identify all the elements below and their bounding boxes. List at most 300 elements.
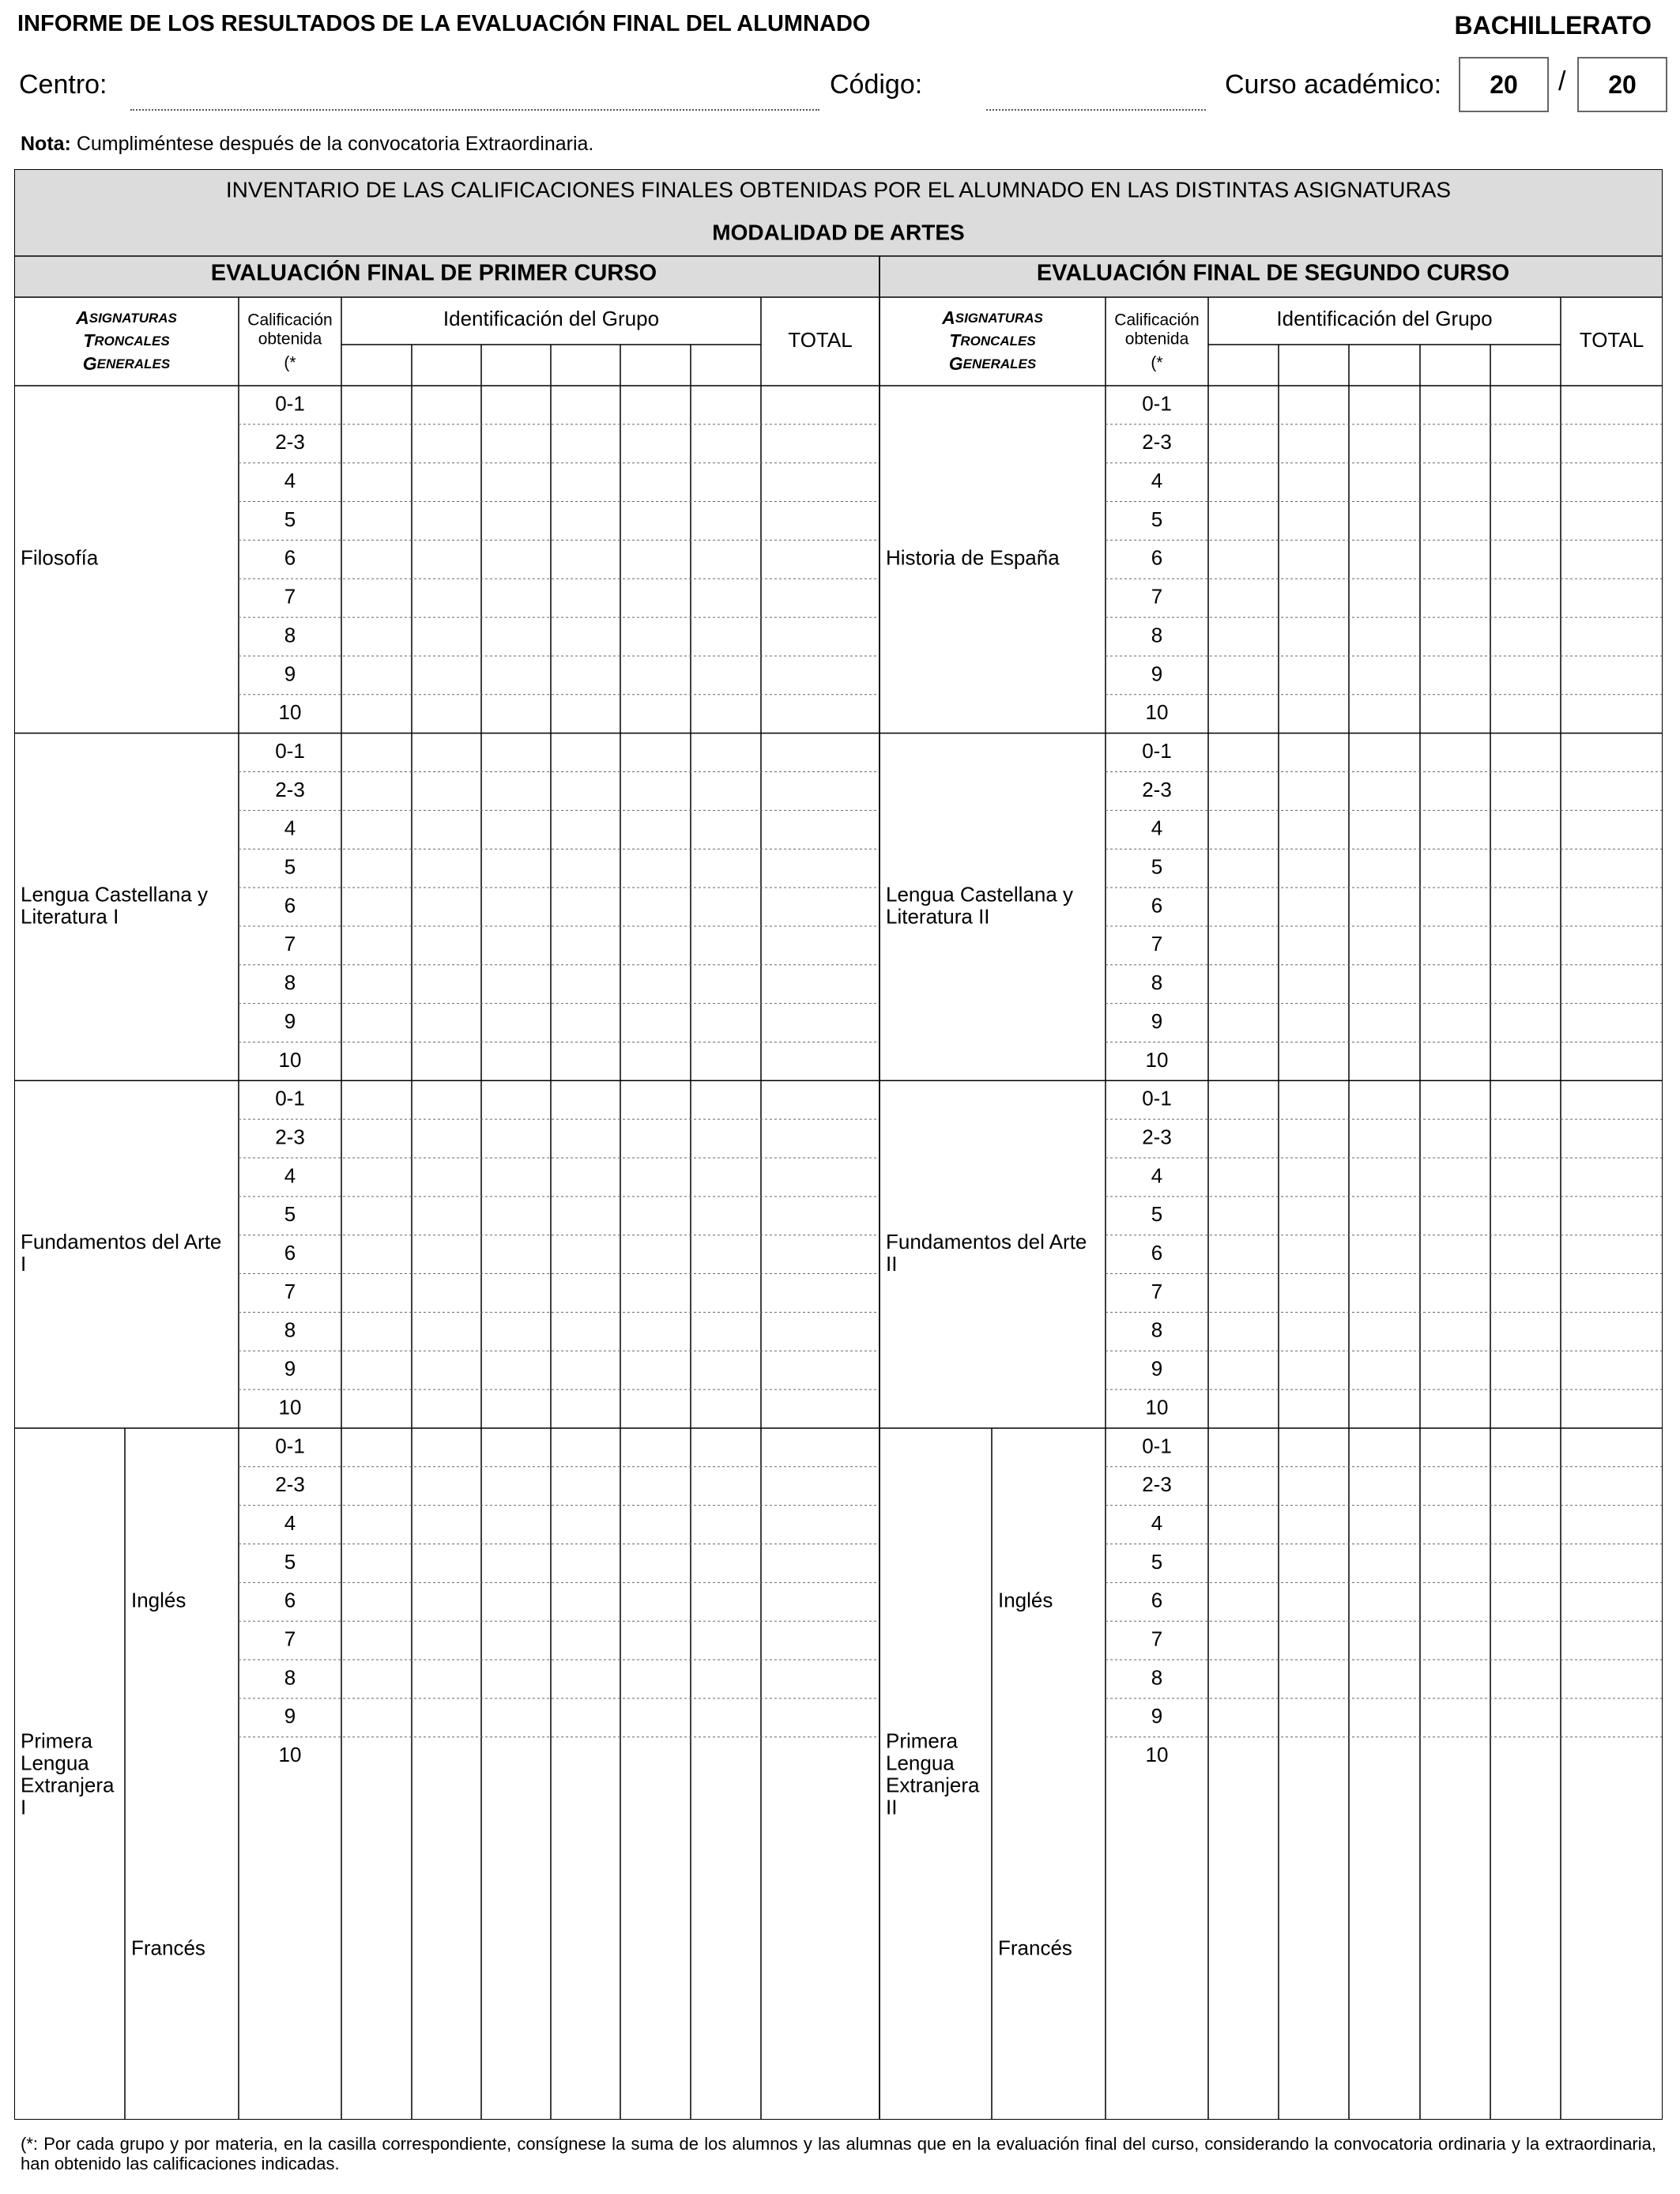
group-count-cell[interactable] xyxy=(482,425,550,462)
total-cell[interactable] xyxy=(1561,579,1662,616)
group-count-cell[interactable] xyxy=(691,1545,760,1582)
group-count-cell[interactable] xyxy=(482,1506,550,1544)
group-count-cell[interactable] xyxy=(552,1159,620,1196)
group-count-cell[interactable] xyxy=(1209,1699,1278,1736)
group-count-cell[interactable] xyxy=(412,1313,480,1350)
group-count-cell[interactable] xyxy=(1491,579,1560,616)
group-count-cell[interactable] xyxy=(1279,1429,1348,1466)
group-count-cell[interactable] xyxy=(1350,464,1419,501)
group-count-cell[interactable] xyxy=(412,696,480,733)
total-cell[interactable] xyxy=(1561,1351,1662,1389)
total-cell[interactable] xyxy=(762,1042,879,1080)
group-count-cell[interactable] xyxy=(1421,773,1490,810)
group-count-cell[interactable] xyxy=(621,425,690,462)
group-count-cell[interactable] xyxy=(1491,1506,1560,1544)
total-cell[interactable] xyxy=(1561,1468,1662,1505)
total-cell[interactable] xyxy=(762,966,879,1003)
total-cell[interactable] xyxy=(762,850,879,887)
group-count-cell[interactable] xyxy=(412,1506,480,1544)
group-count-cell[interactable] xyxy=(342,503,411,540)
group-count-cell[interactable] xyxy=(1491,1699,1560,1736)
total-cell[interactable] xyxy=(762,811,879,848)
group-count-cell[interactable] xyxy=(412,425,480,462)
group-count-cell[interactable] xyxy=(482,1042,550,1080)
group-count-cell[interactable] xyxy=(1279,464,1348,501)
codigo-field[interactable] xyxy=(986,109,1206,111)
group-count-cell[interactable] xyxy=(1209,1545,1278,1582)
group-count-cell[interactable] xyxy=(1491,1468,1560,1505)
group-count-cell[interactable] xyxy=(691,1005,760,1042)
group-count-cell[interactable] xyxy=(1209,1351,1278,1389)
group-count-cell[interactable] xyxy=(1491,1545,1560,1582)
group-count-cell[interactable] xyxy=(412,966,480,1003)
group-count-cell[interactable] xyxy=(1279,1738,1348,1775)
group-count-cell[interactable] xyxy=(1491,1159,1560,1196)
group-count-cell[interactable] xyxy=(1350,1159,1419,1196)
group-count-cell[interactable] xyxy=(1279,541,1348,578)
group-count-cell[interactable] xyxy=(1209,1236,1278,1273)
group-count-cell[interactable] xyxy=(1350,1738,1419,1775)
group-count-cell[interactable] xyxy=(342,1081,411,1118)
group-count-cell[interactable] xyxy=(621,503,690,540)
group-count-cell[interactable] xyxy=(1350,850,1419,887)
group-count-cell[interactable] xyxy=(621,1545,690,1582)
group-count-cell[interactable] xyxy=(691,850,760,887)
group-count-cell[interactable] xyxy=(552,1583,620,1620)
group-count-cell[interactable] xyxy=(1209,657,1278,694)
group-count-cell[interactable] xyxy=(691,1275,760,1312)
group-count-cell[interactable] xyxy=(1279,1545,1348,1582)
total-cell[interactable] xyxy=(1561,1042,1662,1080)
centro-field[interactable] xyxy=(130,109,819,111)
group-count-cell[interactable] xyxy=(1421,696,1490,733)
group-count-cell[interactable] xyxy=(552,1699,620,1736)
total-cell[interactable] xyxy=(762,657,879,694)
group-count-cell[interactable] xyxy=(482,386,550,424)
group-count-cell[interactable] xyxy=(1209,1120,1278,1157)
group-count-cell[interactable] xyxy=(621,966,690,1003)
group-count-cell[interactable] xyxy=(342,966,411,1003)
group-count-cell[interactable] xyxy=(552,1390,620,1427)
group-count-cell[interactable] xyxy=(552,657,620,694)
group-count-cell[interactable] xyxy=(1491,888,1560,925)
group-count-cell[interactable] xyxy=(342,1390,411,1427)
group-count-cell[interactable] xyxy=(482,850,550,887)
group-count-cell[interactable] xyxy=(552,850,620,887)
group-count-cell[interactable] xyxy=(342,1120,411,1157)
group-count-cell[interactable] xyxy=(412,773,480,810)
group-count-cell[interactable] xyxy=(342,1197,411,1235)
group-count-cell[interactable] xyxy=(552,927,620,964)
group-count-cell[interactable] xyxy=(1279,657,1348,694)
group-count-cell[interactable] xyxy=(1279,386,1348,424)
group-count-cell[interactable] xyxy=(412,1622,480,1659)
group-count-cell[interactable] xyxy=(1279,927,1348,964)
total-cell[interactable] xyxy=(762,696,879,733)
group-count-cell[interactable] xyxy=(1209,966,1278,1003)
total-cell[interactable] xyxy=(1561,850,1662,887)
group-count-cell[interactable] xyxy=(1491,425,1560,462)
group-count-cell[interactable] xyxy=(1209,464,1278,501)
total-cell[interactable] xyxy=(1561,425,1662,462)
group-count-cell[interactable] xyxy=(342,1699,411,1736)
group-count-cell[interactable] xyxy=(1279,966,1348,1003)
group-count-cell[interactable] xyxy=(621,1120,690,1157)
group-count-cell[interactable] xyxy=(482,1313,550,1350)
group-count-cell[interactable] xyxy=(1421,1042,1490,1080)
group-count-cell[interactable] xyxy=(1350,386,1419,424)
group-count-cell[interactable] xyxy=(1491,1351,1560,1389)
group-count-cell[interactable] xyxy=(1279,850,1348,887)
group-count-cell[interactable] xyxy=(412,850,480,887)
group-count-cell[interactable] xyxy=(552,618,620,655)
group-count-cell[interactable] xyxy=(552,1429,620,1466)
total-cell[interactable] xyxy=(1561,1390,1662,1427)
group-count-cell[interactable] xyxy=(1491,503,1560,540)
group-count-cell[interactable] xyxy=(552,734,620,771)
total-cell[interactable] xyxy=(762,734,879,771)
group-count-cell[interactable] xyxy=(621,1275,690,1312)
group-count-cell[interactable] xyxy=(691,888,760,925)
total-cell[interactable] xyxy=(1561,927,1662,964)
group-count-cell[interactable] xyxy=(482,966,550,1003)
group-count-cell[interactable] xyxy=(482,618,550,655)
group-count-cell[interactable] xyxy=(482,1545,550,1582)
total-cell[interactable] xyxy=(762,1005,879,1042)
group-count-cell[interactable] xyxy=(552,1661,620,1698)
group-count-cell[interactable] xyxy=(552,1275,620,1312)
group-count-cell[interactable] xyxy=(1421,1390,1490,1427)
group-count-cell[interactable] xyxy=(621,541,690,578)
group-count-cell[interactable] xyxy=(342,386,411,424)
group-count-cell[interactable] xyxy=(1491,657,1560,694)
group-count-cell[interactable] xyxy=(1421,1313,1490,1350)
group-count-cell[interactable] xyxy=(342,657,411,694)
total-cell[interactable] xyxy=(1561,1506,1662,1544)
year-start-field[interactable]: 20 xyxy=(1459,57,1549,112)
group-count-cell[interactable] xyxy=(482,696,550,733)
group-count-cell[interactable] xyxy=(1279,1583,1348,1620)
group-count-cell[interactable] xyxy=(1350,696,1419,733)
total-cell[interactable] xyxy=(762,1120,879,1157)
group-count-cell[interactable] xyxy=(552,1545,620,1582)
group-count-cell[interactable] xyxy=(342,618,411,655)
total-cell[interactable] xyxy=(1561,503,1662,540)
group-count-cell[interactable] xyxy=(552,503,620,540)
group-count-cell[interactable] xyxy=(342,927,411,964)
group-count-cell[interactable] xyxy=(1421,579,1490,616)
total-cell[interactable] xyxy=(762,1275,879,1312)
group-count-cell[interactable] xyxy=(621,1005,690,1042)
group-count-cell[interactable] xyxy=(1421,1236,1490,1273)
group-count-cell[interactable] xyxy=(412,1081,480,1118)
group-count-cell[interactable] xyxy=(1421,1429,1490,1466)
group-count-cell[interactable] xyxy=(621,1159,690,1196)
group-count-cell[interactable] xyxy=(342,696,411,733)
total-cell[interactable] xyxy=(762,1622,879,1659)
group-count-cell[interactable] xyxy=(482,1081,550,1118)
group-count-cell[interactable] xyxy=(482,1351,550,1389)
group-count-cell[interactable] xyxy=(1421,966,1490,1003)
group-count-cell[interactable] xyxy=(1279,1275,1348,1312)
group-count-cell[interactable] xyxy=(691,1390,760,1427)
total-cell[interactable] xyxy=(762,541,879,578)
group-count-cell[interactable] xyxy=(621,1351,690,1389)
group-count-cell[interactable] xyxy=(412,1429,480,1466)
group-count-cell[interactable] xyxy=(1350,425,1419,462)
group-count-cell[interactable] xyxy=(552,541,620,578)
group-count-cell[interactable] xyxy=(621,1506,690,1544)
group-count-cell[interactable] xyxy=(1279,1313,1348,1350)
group-count-cell[interactable] xyxy=(412,1351,480,1389)
group-count-cell[interactable] xyxy=(1209,1197,1278,1235)
group-count-cell[interactable] xyxy=(691,1197,760,1235)
group-count-cell[interactable] xyxy=(552,1506,620,1544)
group-count-cell[interactable] xyxy=(342,1545,411,1582)
group-count-cell[interactable] xyxy=(552,966,620,1003)
group-count-cell[interactable] xyxy=(1209,734,1278,771)
group-count-cell[interactable] xyxy=(552,888,620,925)
group-count-cell[interactable] xyxy=(1279,1120,1348,1157)
group-count-cell[interactable] xyxy=(482,1583,550,1620)
group-count-cell[interactable] xyxy=(342,1622,411,1659)
group-count-cell[interactable] xyxy=(412,1197,480,1235)
group-count-cell[interactable] xyxy=(691,927,760,964)
group-count-cell[interactable] xyxy=(621,386,690,424)
group-count-cell[interactable] xyxy=(1350,618,1419,655)
group-count-cell[interactable] xyxy=(412,1005,480,1042)
total-cell[interactable] xyxy=(1561,1545,1662,1582)
group-count-cell[interactable] xyxy=(691,1699,760,1736)
group-count-cell[interactable] xyxy=(1350,1005,1419,1042)
group-count-cell[interactable] xyxy=(482,773,550,810)
group-count-cell[interactable] xyxy=(1350,1081,1419,1118)
group-count-cell[interactable] xyxy=(1350,503,1419,540)
total-cell[interactable] xyxy=(762,1661,879,1698)
group-count-cell[interactable] xyxy=(691,1159,760,1196)
group-count-cell[interactable] xyxy=(1209,1313,1278,1350)
group-count-cell[interactable] xyxy=(342,850,411,887)
group-count-cell[interactable] xyxy=(691,1236,760,1273)
group-count-cell[interactable] xyxy=(1421,1351,1490,1389)
group-count-cell[interactable] xyxy=(691,1313,760,1350)
group-count-cell[interactable] xyxy=(552,773,620,810)
group-count-cell[interactable] xyxy=(691,1506,760,1544)
total-cell[interactable] xyxy=(762,579,879,616)
group-count-cell[interactable] xyxy=(621,696,690,733)
group-count-cell[interactable] xyxy=(621,1390,690,1427)
group-count-cell[interactable] xyxy=(1491,1661,1560,1698)
total-cell[interactable] xyxy=(1561,966,1662,1003)
group-count-cell[interactable] xyxy=(691,541,760,578)
group-count-cell[interactable] xyxy=(1350,1236,1419,1273)
group-count-cell[interactable] xyxy=(1209,888,1278,925)
group-count-cell[interactable] xyxy=(342,464,411,501)
group-count-cell[interactable] xyxy=(1491,850,1560,887)
group-count-cell[interactable] xyxy=(342,1661,411,1698)
group-count-cell[interactable] xyxy=(552,1042,620,1080)
group-count-cell[interactable] xyxy=(552,1351,620,1389)
group-count-cell[interactable] xyxy=(412,1738,480,1775)
group-count-cell[interactable] xyxy=(1279,618,1348,655)
group-count-cell[interactable] xyxy=(1350,657,1419,694)
total-cell[interactable] xyxy=(1561,1120,1662,1157)
group-count-cell[interactable] xyxy=(1491,1390,1560,1427)
total-cell[interactable] xyxy=(762,1351,879,1389)
group-count-cell[interactable] xyxy=(621,1236,690,1273)
total-cell[interactable] xyxy=(1561,1738,1662,1775)
group-count-cell[interactable] xyxy=(1421,1005,1490,1042)
total-cell[interactable] xyxy=(762,927,879,964)
total-cell[interactable] xyxy=(762,1081,879,1118)
group-count-cell[interactable] xyxy=(1350,927,1419,964)
group-count-cell[interactable] xyxy=(552,696,620,733)
group-count-cell[interactable] xyxy=(621,1081,690,1118)
group-count-cell[interactable] xyxy=(1491,1429,1560,1466)
total-cell[interactable] xyxy=(1561,1081,1662,1118)
group-count-cell[interactable] xyxy=(1421,1583,1490,1620)
total-cell[interactable] xyxy=(762,1468,879,1505)
group-count-cell[interactable] xyxy=(1421,1699,1490,1736)
group-count-cell[interactable] xyxy=(1350,773,1419,810)
group-count-cell[interactable] xyxy=(621,888,690,925)
group-count-cell[interactable] xyxy=(621,811,690,848)
group-count-cell[interactable] xyxy=(1350,1275,1419,1312)
total-cell[interactable] xyxy=(1561,1275,1662,1312)
group-count-cell[interactable] xyxy=(412,1468,480,1505)
group-count-cell[interactable] xyxy=(691,966,760,1003)
total-cell[interactable] xyxy=(762,1506,879,1544)
group-count-cell[interactable] xyxy=(1421,1081,1490,1118)
group-count-cell[interactable] xyxy=(1350,1120,1419,1157)
group-count-cell[interactable] xyxy=(1209,1583,1278,1620)
group-count-cell[interactable] xyxy=(342,888,411,925)
group-count-cell[interactable] xyxy=(1491,1583,1560,1620)
group-count-cell[interactable] xyxy=(482,1275,550,1312)
group-count-cell[interactable] xyxy=(1491,966,1560,1003)
total-cell[interactable] xyxy=(1561,386,1662,424)
total-cell[interactable] xyxy=(1561,657,1662,694)
group-count-cell[interactable] xyxy=(1421,1738,1490,1775)
group-count-cell[interactable] xyxy=(1421,618,1490,655)
total-cell[interactable] xyxy=(1561,1699,1662,1736)
group-count-cell[interactable] xyxy=(1209,503,1278,540)
group-count-cell[interactable] xyxy=(412,1390,480,1427)
group-count-cell[interactable] xyxy=(482,734,550,771)
group-count-cell[interactable] xyxy=(1209,773,1278,810)
group-count-cell[interactable] xyxy=(1491,1622,1560,1659)
total-cell[interactable] xyxy=(1561,1429,1662,1466)
group-count-cell[interactable] xyxy=(1421,1197,1490,1235)
total-cell[interactable] xyxy=(762,618,879,655)
group-count-cell[interactable] xyxy=(482,1120,550,1157)
group-count-cell[interactable] xyxy=(1491,541,1560,578)
group-count-cell[interactable] xyxy=(691,1042,760,1080)
group-count-cell[interactable] xyxy=(1279,1622,1348,1659)
group-count-cell[interactable] xyxy=(1350,1390,1419,1427)
group-count-cell[interactable] xyxy=(482,1197,550,1235)
group-count-cell[interactable] xyxy=(412,657,480,694)
group-count-cell[interactable] xyxy=(1350,1583,1419,1620)
group-count-cell[interactable] xyxy=(691,734,760,771)
group-count-cell[interactable] xyxy=(1421,425,1490,462)
total-cell[interactable] xyxy=(1561,773,1662,810)
group-count-cell[interactable] xyxy=(621,618,690,655)
group-count-cell[interactable] xyxy=(342,734,411,771)
group-count-cell[interactable] xyxy=(1279,773,1348,810)
group-count-cell[interactable] xyxy=(1491,1081,1560,1118)
group-count-cell[interactable] xyxy=(1491,696,1560,733)
group-count-cell[interactable] xyxy=(412,386,480,424)
total-cell[interactable] xyxy=(1561,696,1662,733)
group-count-cell[interactable] xyxy=(1279,1197,1348,1235)
total-cell[interactable] xyxy=(1561,1236,1662,1273)
group-count-cell[interactable] xyxy=(1491,1005,1560,1042)
group-count-cell[interactable] xyxy=(482,1622,550,1659)
group-count-cell[interactable] xyxy=(621,1661,690,1698)
group-count-cell[interactable] xyxy=(552,1005,620,1042)
group-count-cell[interactable] xyxy=(1350,1042,1419,1080)
group-count-cell[interactable] xyxy=(552,1081,620,1118)
group-count-cell[interactable] xyxy=(621,1197,690,1235)
group-count-cell[interactable] xyxy=(1350,1506,1419,1544)
group-count-cell[interactable] xyxy=(621,657,690,694)
group-count-cell[interactable] xyxy=(482,1390,550,1427)
group-count-cell[interactable] xyxy=(1491,1120,1560,1157)
group-count-cell[interactable] xyxy=(1209,618,1278,655)
group-count-cell[interactable] xyxy=(1209,1429,1278,1466)
group-count-cell[interactable] xyxy=(1279,503,1348,540)
group-count-cell[interactable] xyxy=(552,811,620,848)
total-cell[interactable] xyxy=(762,386,879,424)
group-count-cell[interactable] xyxy=(1350,811,1419,848)
group-count-cell[interactable] xyxy=(412,888,480,925)
group-count-cell[interactable] xyxy=(1350,1313,1419,1350)
group-count-cell[interactable] xyxy=(1421,1622,1490,1659)
group-count-cell[interactable] xyxy=(552,464,620,501)
group-count-cell[interactable] xyxy=(1491,1275,1560,1312)
group-count-cell[interactable] xyxy=(482,1005,550,1042)
group-count-cell[interactable] xyxy=(691,657,760,694)
group-count-cell[interactable] xyxy=(1491,1738,1560,1775)
total-cell[interactable] xyxy=(1561,618,1662,655)
group-count-cell[interactable] xyxy=(1209,927,1278,964)
group-count-cell[interactable] xyxy=(1209,541,1278,578)
group-count-cell[interactable] xyxy=(1421,541,1490,578)
group-count-cell[interactable] xyxy=(1421,888,1490,925)
group-count-cell[interactable] xyxy=(621,1468,690,1505)
group-count-cell[interactable] xyxy=(1279,1661,1348,1698)
group-count-cell[interactable] xyxy=(1350,1545,1419,1582)
group-count-cell[interactable] xyxy=(342,1042,411,1080)
group-count-cell[interactable] xyxy=(552,1120,620,1157)
group-count-cell[interactable] xyxy=(621,1042,690,1080)
group-count-cell[interactable] xyxy=(482,503,550,540)
group-count-cell[interactable] xyxy=(621,1699,690,1736)
total-cell[interactable] xyxy=(762,503,879,540)
group-count-cell[interactable] xyxy=(1350,1429,1419,1466)
group-count-cell[interactable] xyxy=(1491,1236,1560,1273)
group-count-cell[interactable] xyxy=(1209,1042,1278,1080)
total-cell[interactable] xyxy=(762,1545,879,1582)
group-count-cell[interactable] xyxy=(552,1738,620,1775)
group-count-cell[interactable] xyxy=(621,773,690,810)
group-count-cell[interactable] xyxy=(342,1005,411,1042)
group-count-cell[interactable] xyxy=(621,1313,690,1350)
group-count-cell[interactable] xyxy=(1421,464,1490,501)
group-count-cell[interactable] xyxy=(1209,579,1278,616)
group-count-cell[interactable] xyxy=(1279,888,1348,925)
